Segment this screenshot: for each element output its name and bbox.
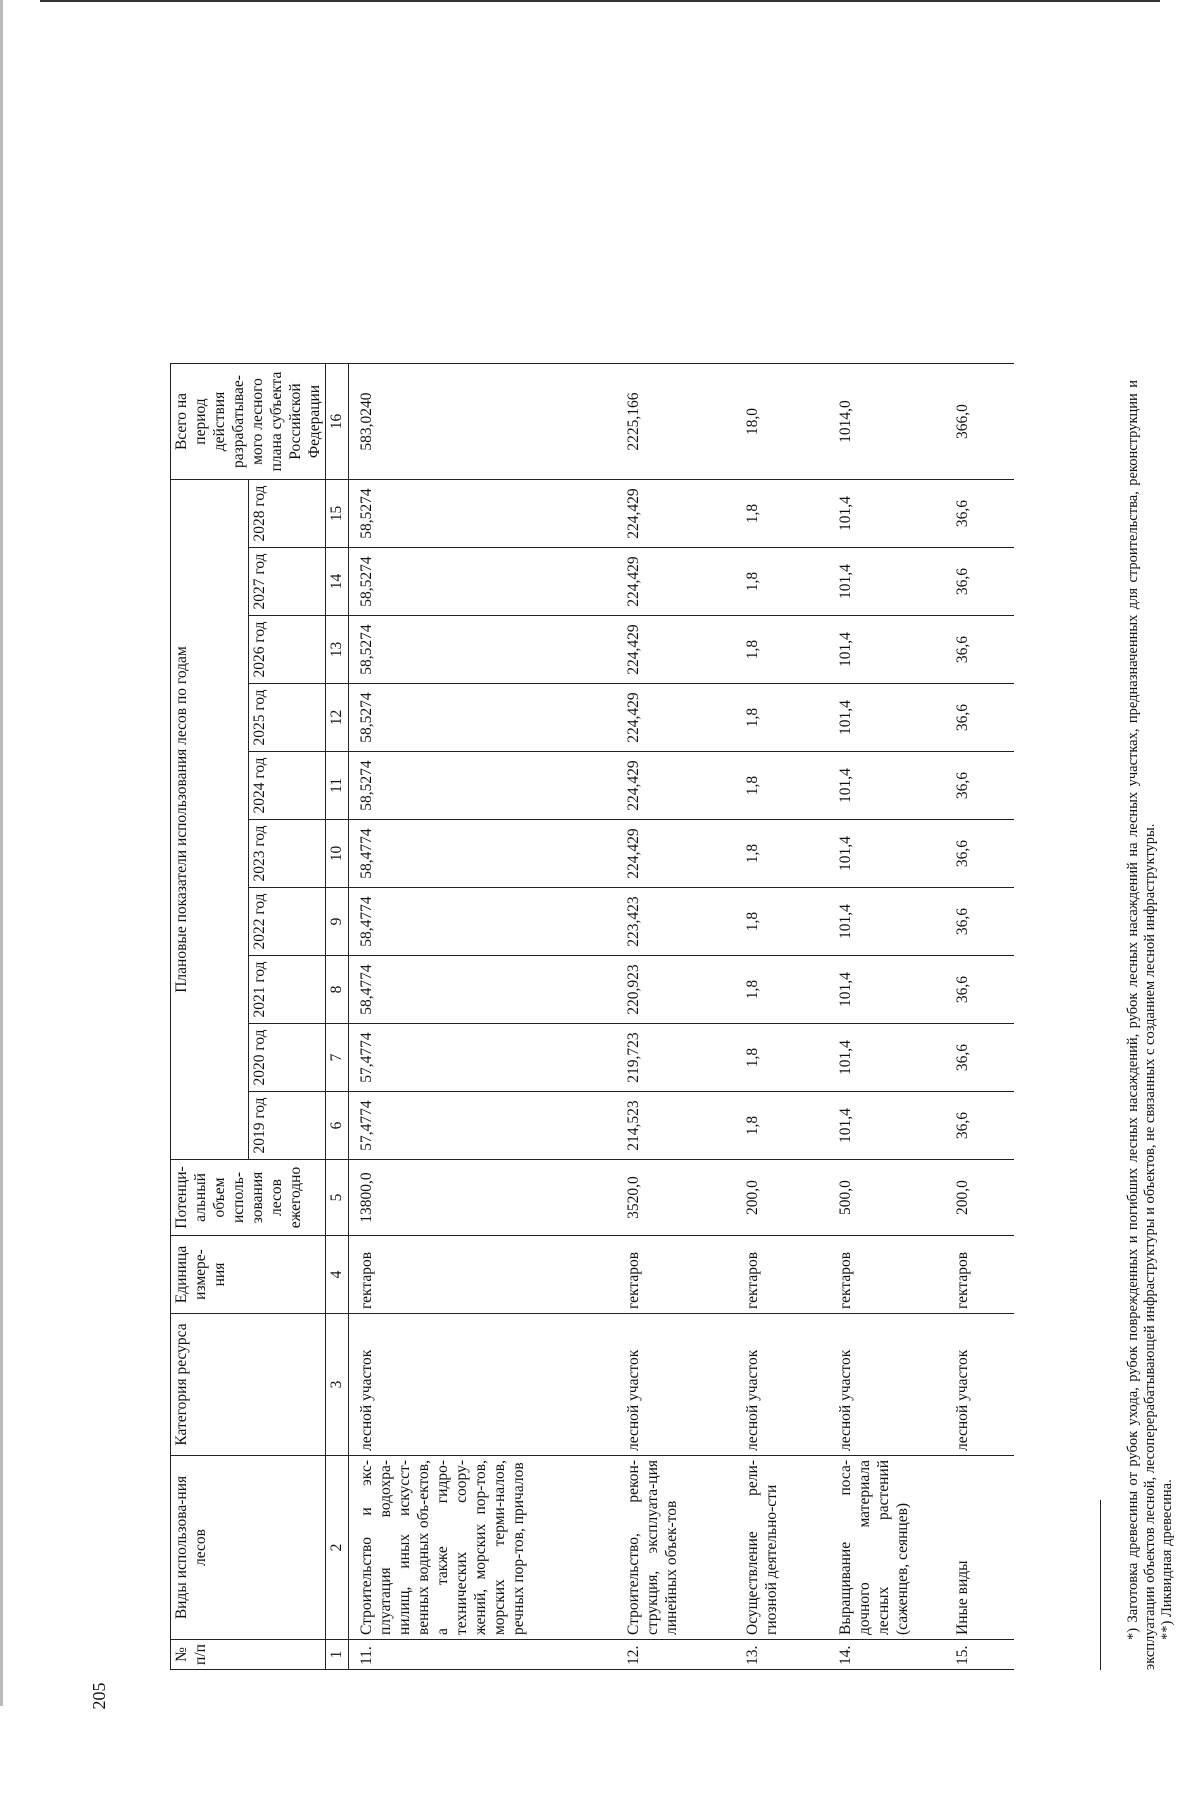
year-value: 224,429 — [616, 752, 735, 820]
column-number: 12 — [326, 684, 349, 752]
header-year: 2025 год — [248, 684, 326, 752]
year-value: 58,4774 — [349, 820, 617, 888]
potential-volume: 13800,0 — [349, 1160, 617, 1236]
total-value: 366,0 — [945, 364, 1014, 480]
table-row — [616, 364, 735, 1670]
total-value: 583,0240 — [349, 364, 617, 480]
resource-category: лесной участок — [735, 1314, 828, 1456]
year-value: 224,429 — [616, 548, 735, 616]
year-value: 101,4 — [828, 956, 945, 1024]
resource-category: лесной участок — [349, 1314, 617, 1456]
year-value: 36,6 — [945, 888, 1014, 956]
header-plan-by-years: Плановые показатели использования лесов по годам — [171, 480, 249, 1160]
year-value: 101,4 — [828, 888, 945, 956]
column-number: 1 — [326, 1640, 349, 1670]
year-value: 58,5274 — [349, 548, 617, 616]
year-value: 101,4 — [828, 548, 945, 616]
year-value: 1,8 — [735, 1024, 828, 1092]
footnote-rule — [1100, 1500, 1101, 1670]
column-number-row — [326, 364, 349, 1670]
header-year: 2026 год — [248, 616, 326, 684]
footnote: **) Ликвидная древесина. — [1159, 1479, 1175, 1640]
forest-use-table — [170, 363, 1014, 1670]
year-value: 1,8 — [735, 820, 828, 888]
table-row — [828, 364, 945, 1670]
column-number: 3 — [326, 1314, 349, 1456]
potential-volume: 3520,0 — [616, 1160, 735, 1236]
column-number: 5 — [326, 1160, 349, 1236]
column-number: 8 — [326, 956, 349, 1024]
resource-category: лесной участок — [616, 1314, 735, 1456]
year-value: 36,6 — [945, 548, 1014, 616]
year-value: 36,6 — [945, 1024, 1014, 1092]
column-number: 10 — [326, 820, 349, 888]
year-value: 58,4774 — [349, 888, 617, 956]
column-number: 7 — [326, 1024, 349, 1092]
column-number: 11 — [326, 752, 349, 820]
year-value: 224,429 — [616, 820, 735, 888]
year-value: 220,923 — [616, 956, 735, 1024]
header-total-period: Всего на период действия разрабатывае-мого лесного плана субъекта Российской Федерации — [171, 364, 326, 480]
forest-use-type: Выращивание поса-дочного материала лесных растений (саженцев, сеянцев) — [828, 1456, 945, 1640]
header-potential-volume: Потенци-альный объем исполь-зования лесов ежегодно — [171, 1160, 326, 1236]
column-number: 2 — [326, 1456, 349, 1640]
year-value: 223,423 — [616, 888, 735, 956]
year-value: 101,4 — [828, 616, 945, 684]
unit: гектаров — [735, 1236, 828, 1314]
year-value: 224,429 — [616, 616, 735, 684]
row-number: 15. — [945, 1640, 1014, 1670]
header-year: 2024 год — [248, 752, 326, 820]
year-value: 101,4 — [828, 684, 945, 752]
year-value: 219,723 — [616, 1024, 735, 1092]
year-value: 58,5274 — [349, 480, 617, 548]
unit: гектаров — [616, 1236, 735, 1314]
year-value: 36,6 — [945, 684, 1014, 752]
scan-left-edge — [0, 0, 3, 1706]
year-value: 58,5274 — [349, 684, 617, 752]
footnotes — [1100, 380, 1176, 1670]
year-value: 214,523 — [616, 1092, 735, 1160]
scan-top-edge — [40, 0, 1160, 2]
forest-use-type: Строительство, рекон-струкция, эксплуата-ция линейных объек-тов — [616, 1456, 735, 1640]
table-row — [349, 364, 617, 1670]
year-value: 36,6 — [945, 1092, 1014, 1160]
year-value: 1,8 — [735, 956, 828, 1024]
resource-category: лесной участок — [828, 1314, 945, 1456]
forest-use-type: Строительство и экс-плуатация водохра-нилищ, иных искусст-венных водных объ-ектов, а также гидро-технических соору-жений, морских пор-тов, морских терми-налов, речных пор-тов, причалов — [349, 1456, 617, 1640]
header-forest-use-type: Виды использова-ния лесов — [171, 1456, 326, 1640]
header-year: 2019 год — [248, 1092, 326, 1160]
year-value: 101,4 — [828, 1024, 945, 1092]
row-number: 12. — [616, 1640, 735, 1670]
potential-volume: 200,0 — [945, 1160, 1014, 1236]
unit: гектаров — [828, 1236, 945, 1314]
column-number: 6 — [326, 1092, 349, 1160]
footnote: *) Заготовка древесины от рубок ухода, рубок поврежденных и погибших лесных насаждений, рубок лесных насаждений на лесных участках, предназначенных для строительства, реконструкции и эксплуатации объектов лесной, лесоперерабатывающей инфраструктуры и объектов, не связанных с созданием лесной инфраструктуры. — [1125, 380, 1158, 1670]
year-value: 1,8 — [735, 480, 828, 548]
year-value: 36,6 — [945, 480, 1014, 548]
year-value: 57,4774 — [349, 1024, 617, 1092]
potential-volume: 500,0 — [828, 1160, 945, 1236]
year-value: 101,4 — [828, 820, 945, 888]
year-value: 1,8 — [735, 752, 828, 820]
row-number: 14. — [828, 1640, 945, 1670]
column-number: 13 — [326, 616, 349, 684]
year-value: 101,4 — [828, 480, 945, 548]
year-value: 224,429 — [616, 480, 735, 548]
column-number: 4 — [326, 1236, 349, 1314]
header-year: 2028 год — [248, 480, 326, 548]
year-value: 224,429 — [616, 684, 735, 752]
unit: гектаров — [349, 1236, 617, 1314]
year-value: 58,5274 — [349, 616, 617, 684]
forest-use-type: Иные виды — [945, 1456, 1014, 1640]
rotated-page-content — [170, 220, 1200, 1670]
table-row — [735, 364, 828, 1670]
year-value: 58,5274 — [349, 752, 617, 820]
header-year: 2021 год — [248, 956, 326, 1024]
year-value: 101,4 — [828, 752, 945, 820]
header-year: 2027 год — [248, 548, 326, 616]
year-value: 36,6 — [945, 616, 1014, 684]
total-value: 18,0 — [735, 364, 828, 480]
column-number: 16 — [326, 364, 349, 480]
year-value: 1,8 — [735, 616, 828, 684]
year-value: 1,8 — [735, 1092, 828, 1160]
year-value: 101,4 — [828, 1092, 945, 1160]
table-row — [945, 364, 1014, 1670]
year-value: 1,8 — [735, 888, 828, 956]
footnote-list — [1125, 380, 1176, 1670]
year-value: 58,4774 — [349, 956, 617, 1024]
column-number: 9 — [326, 888, 349, 956]
header-resource-category: Категория ресурса — [171, 1314, 326, 1456]
year-value: 36,6 — [945, 820, 1014, 888]
header-year: 2022 год — [248, 888, 326, 956]
row-number: 11. — [349, 1640, 617, 1670]
year-value: 1,8 — [735, 684, 828, 752]
forest-use-type: Осуществление рели-гиозной деятельно-сти — [735, 1456, 828, 1640]
column-number: 14 — [326, 548, 349, 616]
header-year: 2020 год — [248, 1024, 326, 1092]
header-unit: Единица измере-ния — [171, 1236, 326, 1314]
total-value: 2225,166 — [616, 364, 735, 480]
year-value: 57,4774 — [349, 1092, 617, 1160]
potential-volume: 200,0 — [735, 1160, 828, 1236]
year-value: 36,6 — [945, 752, 1014, 820]
year-value: 1,8 — [735, 548, 828, 616]
header-year: 2023 год — [248, 820, 326, 888]
total-value: 1014,0 — [828, 364, 945, 480]
resource-category: лесной участок — [945, 1314, 1014, 1456]
column-number: 15 — [326, 480, 349, 548]
header-row-1 — [171, 364, 249, 1670]
header-number: № п/п — [171, 1640, 326, 1670]
row-number: 13. — [735, 1640, 828, 1670]
page-number: 205 — [89, 1682, 109, 1710]
year-value: 36,6 — [945, 956, 1014, 1024]
unit: гектаров — [945, 1236, 1014, 1314]
